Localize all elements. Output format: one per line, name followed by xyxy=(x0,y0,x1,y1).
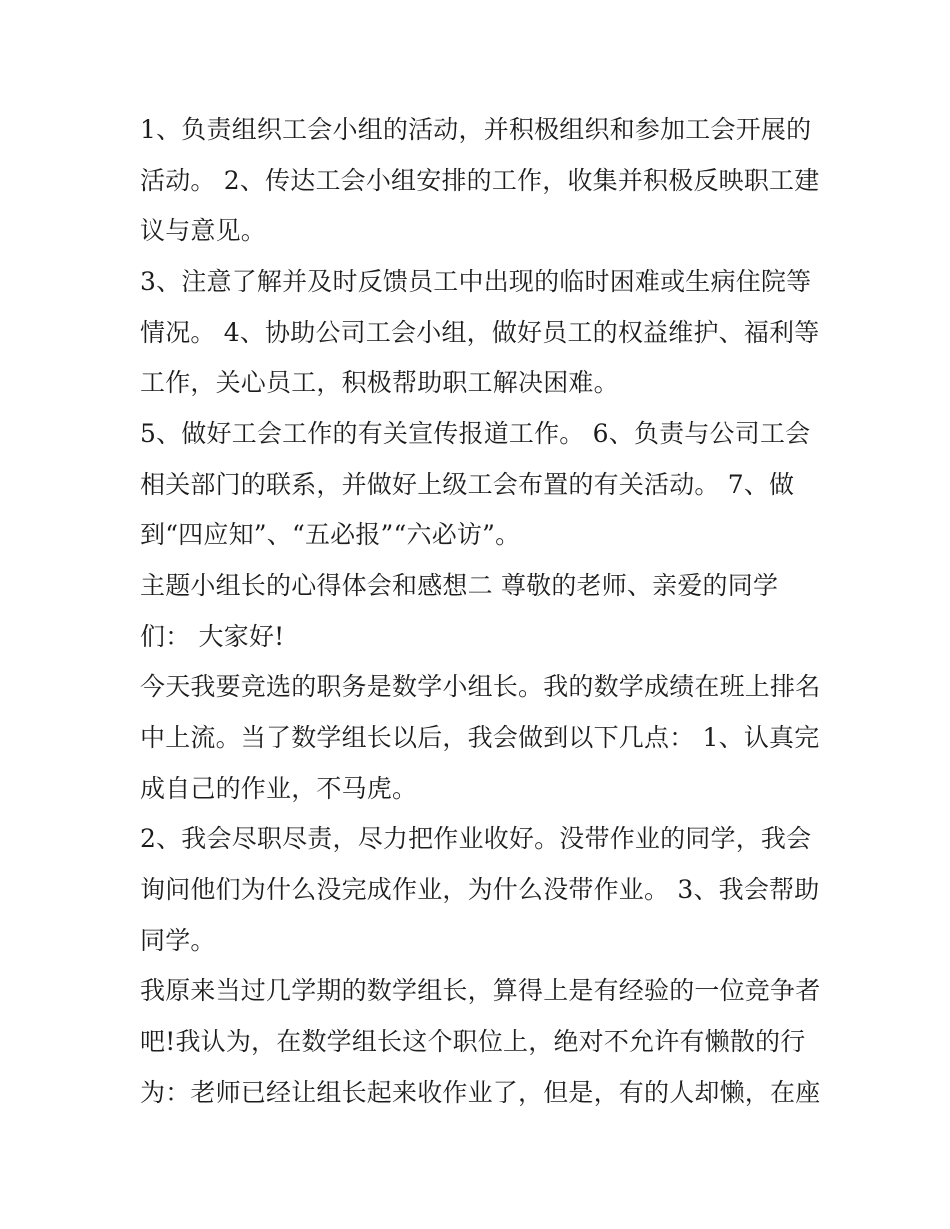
text-line-6: 工作，关心员工，积极帮助职工解决困难。 xyxy=(140,368,619,397)
text-line-15: 2、我会尽职尽责，尽力把作业收好。没带作业的同学，我会 xyxy=(140,824,812,853)
text-line-13: 中上流。当了数学组长以后，我会做到以下几点： 1、认真完 xyxy=(140,723,820,752)
text-line-8: 相关部门的联系，并做好上级工会布置的有关活动。 7、做 xyxy=(140,470,795,499)
text-line-7: 5、做好工会工作的有关宣传报道工作。 6、负责与公司工会 xyxy=(140,419,811,448)
text-line-18: 我原来当过几学期的数学组长，算得上是有经验的一位竞争者 xyxy=(140,976,821,1005)
text-line-5: 情况。 4、协助公司工会小组，做好员工的权益维护、福利等 xyxy=(140,318,820,347)
text-line-17: 同学。 xyxy=(140,926,216,955)
text-line-9: 到“四应知”、“五必报”“六必访”。 xyxy=(140,520,521,549)
text-line-3: 议与意见。 xyxy=(140,216,267,245)
text-line-14: 成自己的作业，不马虎。 xyxy=(140,774,418,803)
text-line-1: 1、负责组织工会小组的活动，并积极组织和参加工会开展的 xyxy=(140,115,812,144)
text-line-20: 为：老师已经让组长起来收作业了，但是，有的人却懒，在座 xyxy=(140,1078,821,1107)
text-line-19: 吧!我认为，在数学组长这个职位上，绝对不允许有懒散的行 xyxy=(140,1027,806,1056)
text-line-10: 主题小组长的心得体会和感想二 尊敬的老师、亲爱的同学 xyxy=(140,571,779,600)
text-line-12: 今天我要竞选的职务是数学小组长。我的数学成绩在班上排名 xyxy=(140,672,821,701)
text-line-4: 3、注意了解并及时反馈员工中出现的临时困难或生病住院等 xyxy=(140,267,812,296)
text-line-11: 们： 大家好! xyxy=(140,622,285,651)
text-line-16: 询问他们为什么没完成作业，为什么没带作业。 3、我会帮助 xyxy=(140,875,820,904)
text-line-2: 活动。 2、传达工会小组安排的工作，收集并积极反映职工建 xyxy=(140,166,820,195)
